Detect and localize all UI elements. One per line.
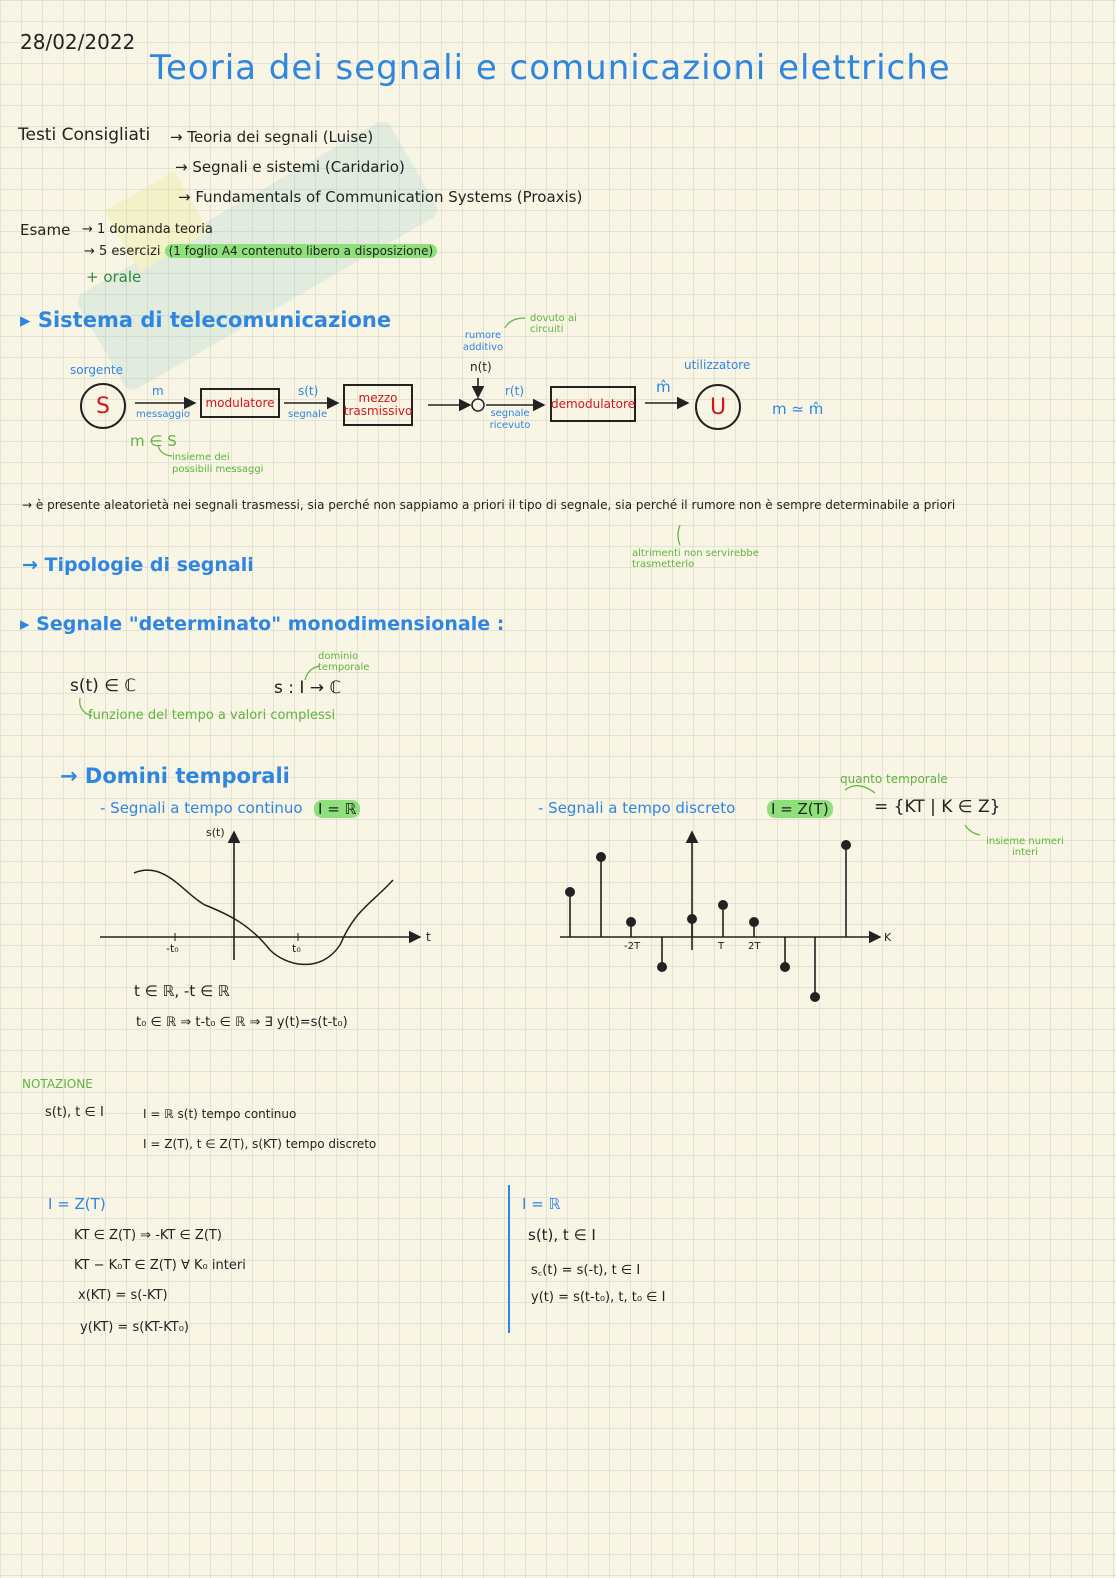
exam-label: Esame [20, 221, 71, 239]
mezzo-box: mezzo trasmissivo [343, 384, 413, 426]
insieme-note: insieme dei possibili messaggi [172, 452, 264, 475]
source-label: sorgente [70, 363, 124, 377]
left-col-heading: I = Z(T) [48, 1195, 106, 1213]
approx-label: m ≃ m̂ [772, 400, 824, 418]
insieme-interi-note: insieme numeri interi [986, 836, 1064, 858]
domini-heading: → Domini temporali [60, 764, 290, 788]
demodulatore-box: demodulatore [550, 386, 636, 422]
exam-item-2: → 5 esercizi (1 foglio A4 contenuto libero a disposizione) [84, 244, 437, 259]
discreto-label: - Segnali a tempo discreto [538, 799, 736, 817]
continuous-line2: t₀ ∈ ℝ ⇒ t-t₀ ∈ ℝ ⇒ ∃ y(t)=s(t-t₀) [136, 1015, 348, 1030]
determinato-heading: ▸ Segnale "determinato" monodimensionale : [20, 613, 505, 635]
notazione-line1b: I = ℝ s(t) tempo continuo [143, 1107, 297, 1121]
mapping: s : I → ℂ [274, 678, 342, 698]
utilizzatore-label: utilizzatore [684, 358, 751, 372]
texts-label: Testi Consigliati [18, 125, 151, 145]
exam-oral: + orale [86, 268, 142, 286]
s-in-c: s(t) ∈ ℂ [70, 676, 137, 696]
continuo-set: I = ℝ [314, 800, 360, 818]
discrete-sample-dot [780, 962, 790, 972]
left-col-line3: x(KT) = s(-KT) [78, 1288, 168, 1303]
left-col-line1: KT ∈ Z(T) ⇒ -KT ∈ Z(T) [74, 1228, 222, 1243]
discrete-xlabel: K [884, 931, 892, 944]
n-t-label: n(t) [470, 360, 492, 374]
left-col-line4: y(KT) = s(KT-KT₀) [80, 1320, 189, 1335]
discreto-set: I = Z(T) [767, 800, 833, 818]
notazione-line1a: s(t), t ∈ I [45, 1105, 104, 1120]
dovuto-note: dovuto ai circuiti [530, 313, 577, 335]
continuous-line1: t ∈ ℝ, -t ∈ ℝ [134, 982, 230, 1000]
random-sub: altrimenti non servirebbe trasmetterlo [632, 548, 759, 570]
discrete-sample-dot [565, 887, 575, 897]
continuous-xlabel: t [426, 930, 431, 944]
messaggio-label: messaggio [136, 409, 191, 420]
segnale-label: segnale [288, 409, 328, 420]
discrete-sample-dot [749, 917, 759, 927]
discrete-sample-dot [657, 962, 667, 972]
exam-note: (1 foglio A4 contenuto libero a disposizione) [165, 244, 438, 258]
funzione-note: funzione del tempo a valori complessi [88, 708, 336, 723]
discrete-sample-dot [841, 840, 851, 850]
notazione-heading: NOTAZIONE [22, 1077, 93, 1091]
ricevuto-label: segnale ricevuto [489, 408, 531, 431]
tick-t: T [718, 941, 725, 952]
s-t-label: s(t) [298, 384, 319, 398]
right-col-line2: s꜀(t) = s(-t), t ∈ I [531, 1263, 641, 1278]
m-hat-label: m̂ [656, 378, 671, 396]
user-symbol: U [709, 394, 727, 420]
quanto-note: quanto temporale [840, 772, 948, 786]
column-divider [508, 1185, 510, 1333]
source-symbol: S [96, 393, 110, 419]
discrete-sample-dot [687, 914, 697, 924]
text-item-1: → Teoria dei segnali (Luise) [170, 128, 374, 146]
tick-neg-t0: -t₀ [166, 942, 179, 955]
notazione-line2: I = Z(T), t ∈ Z(T), s(KT) tempo discreto [143, 1137, 377, 1151]
tick-t0: t₀ [292, 942, 301, 955]
date: 28/02/2022 [20, 30, 136, 54]
dominio-note: dominio temporale [318, 651, 370, 673]
discrete-sample-dot [626, 917, 636, 927]
random-note: → è presente aleatorietà nei segnali trasmessi, sia perché non sappiamo a priori il tipo di segnale, sia perché il rumore non è sempre determinabile a priori [22, 498, 956, 512]
exam-item-1: → 1 domanda teoria [82, 222, 213, 237]
right-col-line1: s(t), t ∈ I [528, 1226, 596, 1244]
tick-2t: 2T [748, 941, 761, 952]
system-heading: ▸ Sistema di telecomunicazione [20, 308, 392, 332]
discrete-sample-dot [810, 992, 820, 1002]
continuous-ylabel: s(t) [206, 826, 225, 839]
text-item-3: → Fundamentals of Communication Systems (Proaxis) [178, 188, 583, 206]
discrete-sample-dot [596, 852, 606, 862]
tipologie-heading: → Tipologie di segnali [22, 554, 254, 576]
left-col-line2: KT − K₀T ∈ Z(T) ∀ K₀ interi [74, 1258, 246, 1273]
m-label: m [152, 384, 164, 398]
r-t-label: r(t) [505, 384, 525, 398]
page-title: Teoria dei segnali e comunicazioni elettriche [150, 48, 951, 88]
tick-neg-2t: -2T [624, 941, 641, 952]
right-col-heading: I = ℝ [522, 1195, 561, 1213]
rumore-label: rumore additivo [462, 330, 504, 353]
right-col-line3: y(t) = s(t-t₀), t, t₀ ∈ I [531, 1290, 666, 1305]
text-item-2: → Segnali e sistemi (Caridario) [175, 158, 405, 176]
discreto-def: = {KT | K ∈ Z} [874, 797, 1001, 817]
m-in-s: m ∈ S [130, 432, 177, 450]
discrete-sample-dot [718, 900, 728, 910]
modulatore-box: modulatore [200, 388, 280, 418]
continuo-label: - Segnali a tempo continuo [100, 799, 303, 817]
